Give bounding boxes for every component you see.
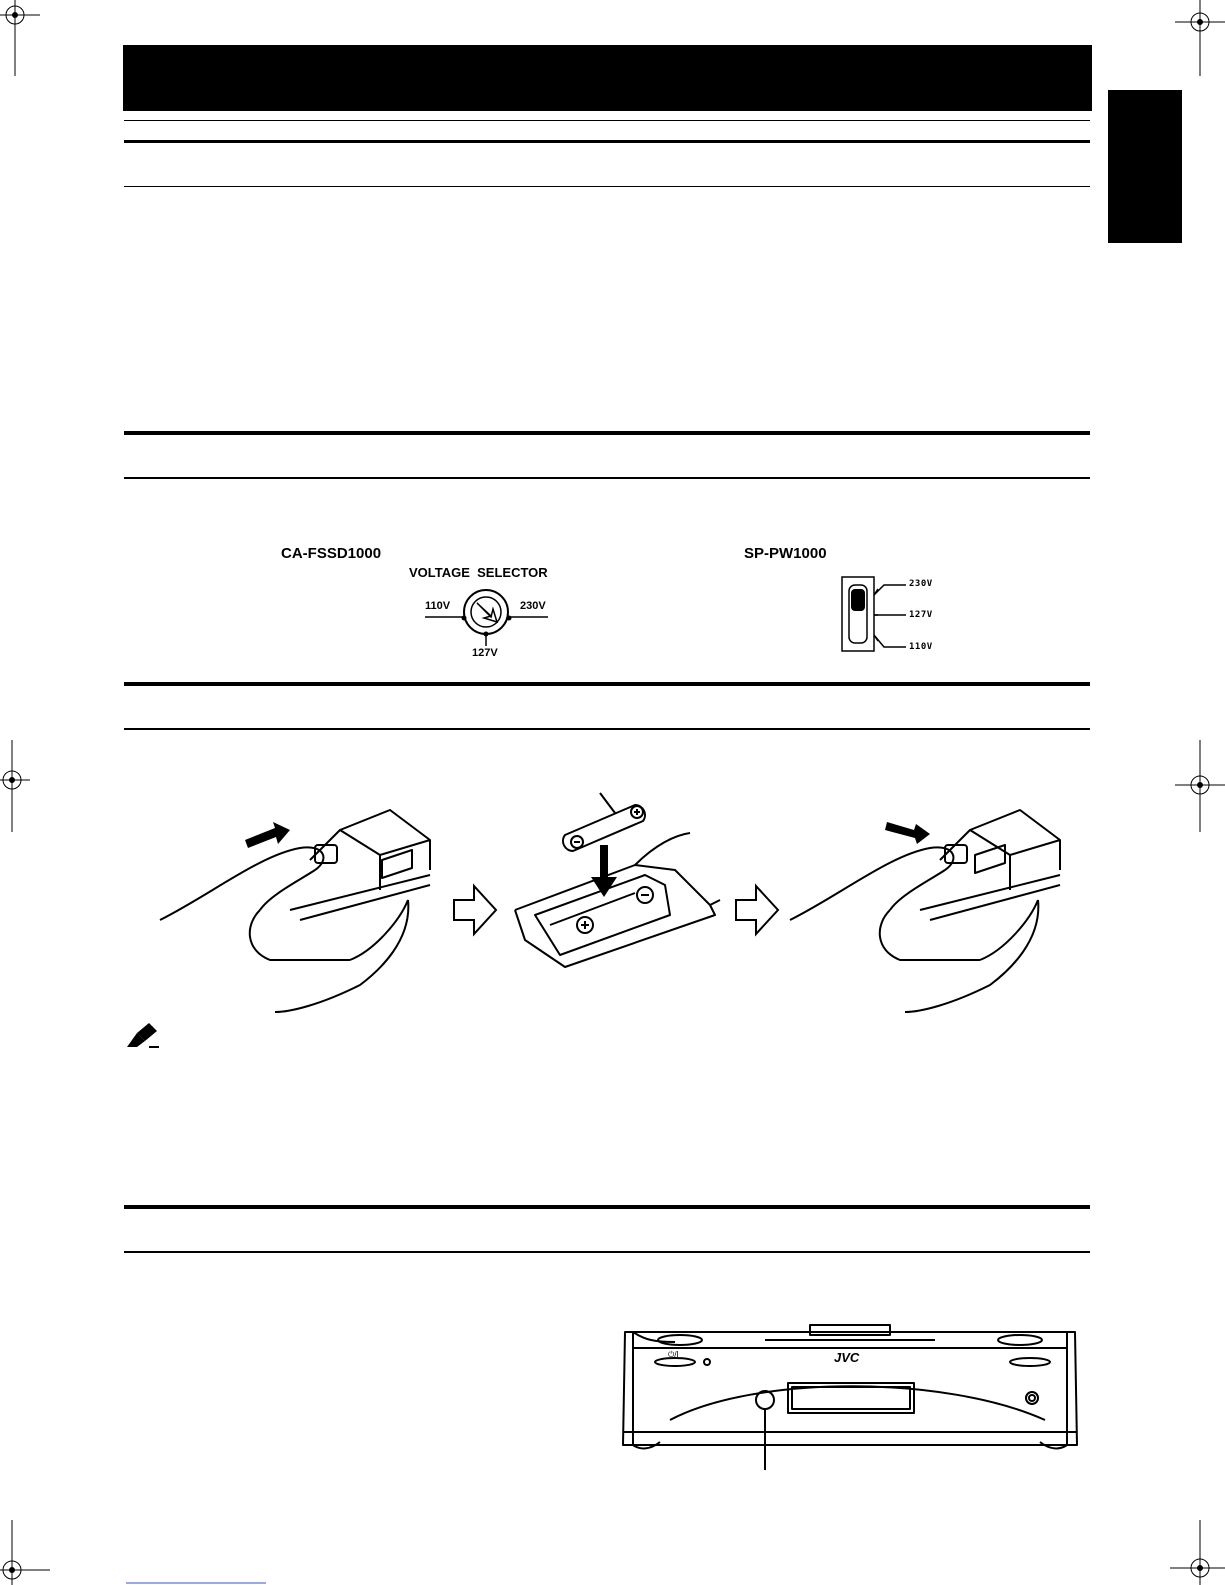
left-110v-label: 110V [425, 600, 451, 612]
reg-mark-mid-left [0, 740, 30, 832]
right-230v-label: 230V [909, 579, 933, 589]
voltage-dial-icon [420, 580, 560, 650]
side-tab [1108, 90, 1182, 243]
rule-3a [124, 682, 1090, 686]
right-model-label: SP-PW1000 [744, 545, 827, 562]
reg-mark-bottom-left [0, 1520, 50, 1585]
voltage-selector-label: VOLTAGE SELECTOR [409, 565, 548, 580]
left-127v-label: 127V [472, 647, 498, 659]
reg-mark-top-right [1175, 0, 1225, 76]
reg-mark-bottom-right [1170, 1520, 1225, 1585]
arrow-right-2-icon [732, 880, 782, 940]
main-unit-illustration [615, 1320, 1085, 1490]
rule-3b [124, 728, 1090, 730]
right-110v-label: 110V [909, 642, 933, 652]
header-bar [123, 45, 1092, 111]
power-symbol-label: ⏻/I [668, 1350, 679, 1359]
left-230v-label: 230V [520, 600, 546, 612]
left-model-label: CA-FSSD1000 [281, 545, 382, 562]
arrow-right-1-icon [450, 880, 500, 940]
right-127v-label: 127V [909, 610, 933, 620]
rule-1b [124, 140, 1090, 143]
rule-2b [124, 477, 1090, 479]
rule-4b [124, 1251, 1090, 1253]
rule-1c [124, 186, 1090, 187]
reg-mark-top-left [0, 0, 40, 76]
slide-switch-leaders [872, 575, 912, 655]
remote-close-illustration [780, 800, 1080, 1020]
remote-open-illustration [150, 800, 450, 1020]
rule-4a [124, 1205, 1090, 1209]
unit-brand-logo: JVC [834, 1350, 860, 1365]
note-pencil-icon [125, 1021, 161, 1049]
rule-2a [124, 431, 1090, 435]
battery-insert-illustration [505, 785, 735, 985]
rule-1a [124, 120, 1090, 121]
